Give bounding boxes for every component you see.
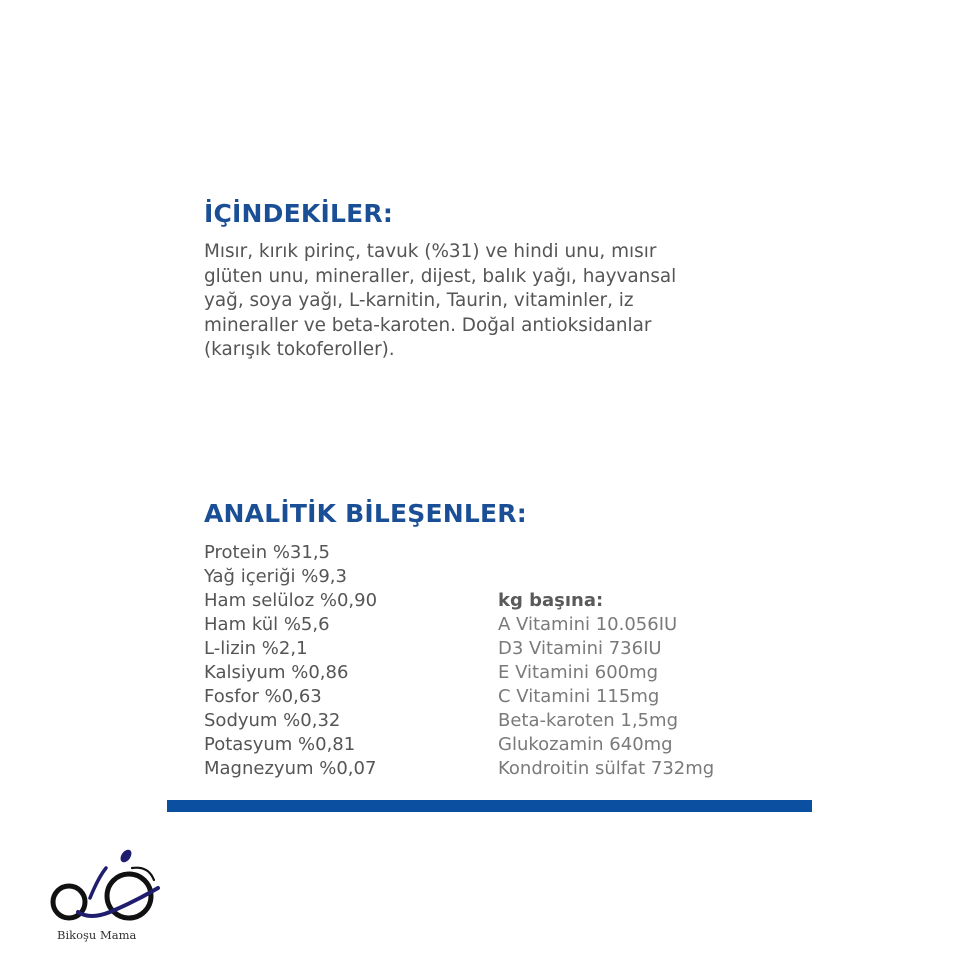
analysis-list	[204, 541, 377, 781]
bicycle-rider-icon	[44, 846, 174, 926]
per-kg-item: Kondroitin sülfat 732mg	[498, 758, 715, 779]
analysis-item: Ham selüloz %0,90	[204, 590, 378, 611]
per-kg-item: Glukozamin 640mg	[498, 734, 673, 755]
per-kg-block	[498, 589, 714, 781]
analysis-item: Kalsiyum %0,86	[204, 662, 349, 683]
per-kg-item: A Vitamini 10.056IU	[498, 614, 678, 635]
per-kg-item: D3 Vitamini 736IU	[498, 638, 662, 659]
analysis-item: Protein %31,5	[204, 542, 330, 563]
per-kg-item: E Vitamini 600mg	[498, 662, 659, 683]
ingredients-line: yağ, soya yağı, L-karnitin, Taurin, vitaminler, iz	[204, 290, 634, 311]
ingredients-line: glüten unu, mineraller, dijest, balık yağı, hayvansal	[204, 265, 677, 287]
analysis-item: Potasyum %0,81	[204, 734, 356, 755]
analysis-item: Ham kül %5,6	[204, 614, 330, 635]
analysis-item: Sodyum %0,32	[204, 710, 341, 731]
ingredients-title: İÇİNDEKİLER:	[204, 199, 394, 228]
analysis-item: L-lizin %2,1	[204, 638, 308, 659]
per-kg-item: C Vitamini 115mg	[498, 686, 660, 707]
analysis-title: ANALİTİK BİLEŞENLER:	[204, 499, 527, 528]
ingredients-line: mineraller ve beta-karoten. Doğal antioksidanlar	[204, 314, 652, 336]
analysis-item: Yağ içeriği %9,3	[204, 566, 347, 587]
ingredients-line: (karışık tokoferoller).	[204, 339, 395, 360]
analysis-item: Magnezyum %0,07	[204, 758, 377, 779]
analysis-item: Fosfor %0,63	[204, 686, 322, 707]
logo-caption: Bikoşu Mama	[57, 928, 137, 942]
per-kg-item: Beta-karoten 1,5mg	[498, 710, 679, 731]
blue-divider-bar	[167, 800, 812, 812]
ingredients-text	[204, 240, 794, 363]
per-kg-list	[498, 613, 714, 781]
per-kg-heading: kg başına:	[498, 590, 604, 611]
ingredients-line: Mısır, kırık pirinç, tavuk (%31) ve hindi unu, mısır	[204, 241, 657, 262]
